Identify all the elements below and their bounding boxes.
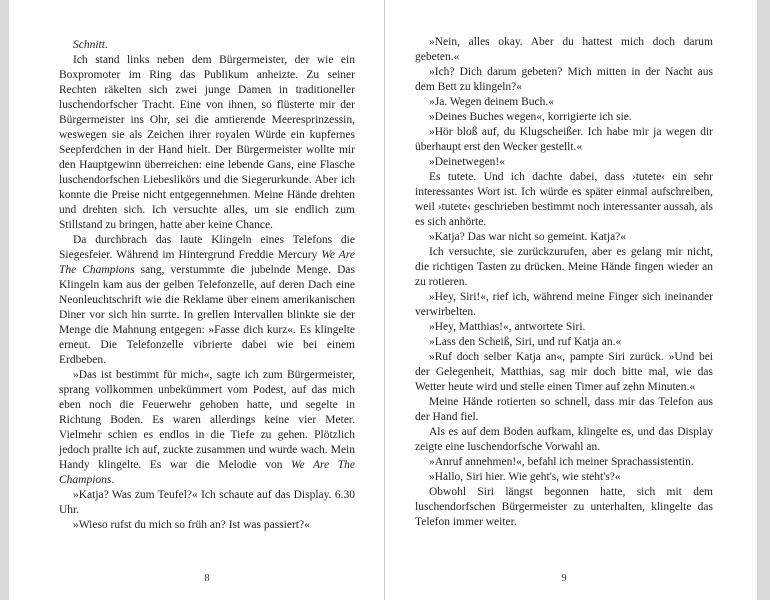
text-run: »Deines Buches wegen«, korrigierte ich sie.: [429, 111, 632, 123]
page-left: [9, 0, 384, 600]
text-run: Obwohl Siri längst begonnen hatte, sich mit dem luschendorfschen Bürgermeister zu unterhalten, klingelte das Telefon immer weiter.: [415, 486, 713, 528]
paragraph: [415, 230, 713, 245]
paragraph: [415, 395, 713, 425]
text-run: »Anruf annehmen!«, befahl ich meiner Sprachassistentin.: [429, 456, 694, 468]
text-run: »Ich? Dich darum gebeten? Mich mitten in der Nacht aus dem Bett zu klingeln?«: [415, 66, 713, 93]
paragraph: [415, 485, 713, 530]
paragraph: [415, 470, 713, 485]
paragraph: [59, 233, 355, 368]
text-block: [415, 35, 713, 530]
paragraph: [415, 170, 713, 230]
paragraph: [415, 95, 713, 110]
text-run: »Wieso rufst du mich so früh an? Ist was passiert?«: [73, 519, 310, 531]
paragraph: [415, 155, 713, 170]
text-run: »Lass den Scheiß, Siri, und ruf Katja an.«: [429, 336, 622, 348]
paragraph: [415, 125, 713, 155]
text-run: .: [111, 474, 115, 486]
text-run: Es tutete. Und ich dachte dabei, dass ›tutete‹ ein sehr interessantes Wort ist. Ich würde es später einmal aufschreiben, weil ›tutete‹ geschrieben bestimmt noch interessanter aussah, als es sich anhörte.: [415, 171, 713, 228]
paragraph: [59, 368, 355, 488]
text-run: Meine Hände rotierten so schnell, dass mir das Telefon aus der Hand fiel.: [415, 396, 713, 423]
text-run: »Nein, alles okay. Aber du hattest mich doch darum gebeten.«: [415, 36, 713, 63]
text-run: »Hey, Siri!«, rief ich, während meine Finger sich ineinander verwirbelten.: [415, 291, 713, 318]
text-run: Als es auf dem Boden aufkam, klingelte es, und das Display zeigte eine luschendorfsche Vorwahl an.: [415, 426, 713, 453]
page-number-right: 9: [561, 573, 567, 584]
text-block: [59, 38, 355, 533]
italic-text-run: We Are The Champions: [59, 249, 355, 276]
text-run: »Hör bloß auf, du Klugscheißer. Ich habe mir ja wegen dir überhaupt erst den Wecker gestellt.«: [415, 126, 713, 153]
paragraph: [415, 110, 713, 125]
text-run: »Das ist bestimmt für mich«, sagte ich zum Bürgermeister, sprang vollkommen unbekümmert vom Podest, auf das mich eben noch die Feuerwehr gehoben hatte, und segelte in Richtung Boden. Es waren allerdings keine vier Meter. Vielmehr schien es endlos in die Tiefe zu gehen. Plötzlich jedoch prallte ich auf, zuckte zusammen und wurde wach. Mein Handy klingelte. Es war die Melodie von: [59, 369, 355, 471]
paragraph: [59, 488, 355, 518]
italic-text-run: Schnitt.: [73, 39, 108, 51]
paragraph: [59, 53, 355, 233]
paragraph: [59, 518, 355, 533]
paragraph: [415, 245, 713, 290]
page-spread: [9, 0, 757, 600]
page-number-left: 8: [204, 573, 210, 584]
text-run: »Katja? Was zum Teufel?« Ich schaute auf das Display. 6.30 Uhr.: [59, 489, 355, 516]
paragraph: [59, 38, 355, 53]
paragraph: [415, 425, 713, 455]
text-run: »Katja? Das war nicht so gemeint. Katja?«: [429, 231, 627, 243]
text-run: »Hallo, Siri hier. Wie geht's, wie steht's?«: [429, 471, 621, 483]
text-run: »Deinetwegen!«: [429, 156, 505, 168]
text-run: sang, verstummte die jubelnde Menge. Das Klingeln kam aus der gelben Telefonzelle, auf deren Dach eine Neonleuchtschrift wie die Reklame über einem amerikanischen Diner vor sich hin surrte. In grellen Intervallen blinkte sie der Menge die Mahnung entgegen: »Fasse dich kurz«. Es klingelte erneut. Die Telefonzelle vibrierte dabei wie bei einem Erdbeben.: [59, 264, 356, 366]
paragraph: [415, 65, 713, 95]
text-run: Ich stand links neben dem Bürgermeister, der wie ein Boxpromoter im Ring das Publikum anheizte. Zu seiner Rechten räkelten sich zwei junge Damen in traditioneller luschendorfscher Tracht. Eine von ihnen, so flüsterte mir der Bürgermeister ins Ohr, sei die amtierende Meeresprinzessin, weswegen sie als Zeichen ihrer royalen Würde ein kupfernes Seepferdchen in der Hand hielt. Der Bürgermeister wollte mir den Hauptgewinn überreichen: eine lebende Gans, eine Flasche luschendorfschen Liebeslikörs und die Siegerurkunde. Aber ich konnte die Preise nicht entgegennehmen. Meine Hände drehten und drehten sich. Ich versuchte alles, um sie endlich zum Stillstand zu bringen, hatte aber keine Chance.: [59, 54, 355, 231]
page-right: [385, 0, 757, 600]
text-run: »Ruf doch selber Katja an«, pampte Siri zurück. »Und bei der Gelegenheit, Matthias, sag mir doch bitte mal, wie das Wetter heute wird und stelle einen Timer auf zehn Minuten.«: [415, 351, 713, 393]
paragraph: [415, 335, 713, 350]
paragraph: [415, 455, 713, 470]
text-run: Da durchbrach das laute Klingeln eines Telefons die Siegesfeier. Während im Hintergrund Freddie Mercury: [59, 234, 355, 261]
paragraph: [415, 320, 713, 335]
text-run: »Ja. Wegen deinem Buch.«: [429, 96, 555, 108]
text-run: »Hey, Matthias!«, antwortete Siri.: [429, 321, 586, 333]
paragraph: [415, 350, 713, 395]
paragraph: [415, 35, 713, 65]
text-run: Ich versuchte, sie zurückzurufen, aber es gelang mir nicht, die richtigen Tasten zu drücken. Meine Hände fingen wieder an zu rotieren.: [415, 246, 713, 288]
paragraph: [415, 290, 713, 320]
italic-text-run: We Are The Champions: [59, 459, 355, 486]
